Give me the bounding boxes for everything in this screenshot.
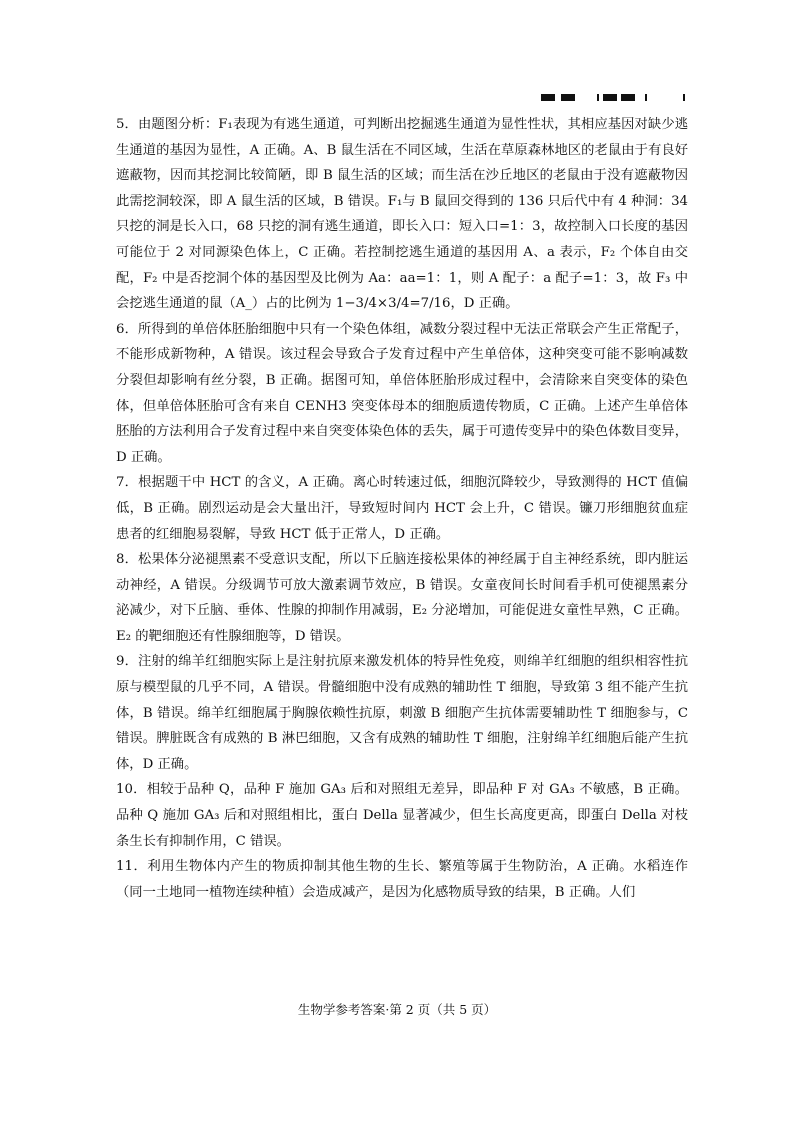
answer-content xyxy=(116,112,688,905)
item-number: 9． xyxy=(116,654,138,670)
item-text: 注射的绵羊红细胞实际上是注射抗原来激发机体的特异性免疫，则绵羊红细胞的组织相容性抗原与模型鼠的几乎不同，A 错误。骨髓细胞中没有成熟的辅助性 T 细胞，导致第 3 组不能产生抗体，B 错误。绵羊红细胞属于胸腺依赖性抗原，刺激 B 细胞产生抗体需要辅助性 T 细胞参与，C 错误。脾脏既含有成熟的 B 淋巴细胞，又含有成熟的辅助性 T 细胞，注射绵羊红细胞后能产生抗体，D 正确。 xyxy=(116,654,688,772)
item-text: 所得到的单倍体胚胎细胞中只有一个染色体组，减数分裂过程中无法正常联会产生正常配子，不能形成新物种，A 错误。该过程会导致合子发育过程中产生单倍体，这种突变可能不影响减数分裂但却影响有丝分裂，B 正确。据图可知，单倍体胚胎形成过程中，会清除来自突变体的染色体，但单倍体胚胎可含有来自 CENH3 突变体母本的细胞质遗传物质，C 正确。上述产生单倍体胚胎的方法利用合子发育过程中来自突变体染色体的丢失，属于可遗传变异中的染色体数目变异，D 正确。 xyxy=(116,321,688,465)
header-marks xyxy=(541,94,686,102)
item-number: 8． xyxy=(116,552,138,568)
answer-item xyxy=(116,317,688,471)
item-text: 由题图分析：F₁表现为有逃生通道，可判断出挖掘逃生通道为显性性状，其相应基因对缺少逃生通道的基因为显性，A 正确。A、B 鼠生活在不同区域，生活在草原森林地区的老鼠由于有良好遮蔽物，因而其挖洞比较简陋，即 B 鼠生活的区域；而生活在沙丘地区的老鼠由于没有遮蔽物因此需挖洞较深，即 A 鼠生活的区域，B 错误。F₁与 B 鼠回交得到的 136 只后代中有 4 种洞：34 只挖的洞是长入口，68 只挖的洞有逃生通道，即长入口：短入口=1：3，故控制入口长度的基因可能位于 2 对同源染色体上，C 正确。若控制挖逃生通道的基因用 A、a 表示，F₂ 个体自由交配，F₂ 中是否挖洞个体的基因型及比例为 Aa：aa=1：1，则 A 配子：a 配子=1：3，故 F₃ 中会挖逃生通道的鼠（A_）占的比例为 1−3/4×3/4=7/16，D 正确。 xyxy=(116,117,688,312)
item-number: 7． xyxy=(116,475,139,491)
answer-item xyxy=(116,854,688,905)
item-number: 6． xyxy=(116,321,138,337)
item-text: 松果体分泌褪黑素不受意识支配，所以下丘脑连接松果体的神经属于自主神经系统，即内脏运动神经，A 错误。分级调节可放大激素调节效应，B 错误。女童夜间长时间看手机可使褪黑素分泌减少，对下丘脑、垂体、性腺的抑制作用减弱，E₂ 分泌增加，可能促进女童性早熟，C 正确。E₂ 的靶细胞还有性腺细胞等，D 错误。 xyxy=(116,552,688,644)
answer-item xyxy=(116,112,688,317)
page-footer: 生物学参考答案·第 2 页（共 5 页） xyxy=(297,1002,497,1017)
item-number: 5． xyxy=(116,117,138,132)
item-number: 11． xyxy=(116,859,148,875)
answer-item xyxy=(116,470,688,547)
item-text: 相较于品种 Q，品种 F 施加 GA₃ 后和对照组无差异，即品种 F 对 GA₃ 不敏感，B 正确。品种 Q 施加 GA₃ 后和对照组相比，蛋白 Della 显著减少，但生长高度更高，即蛋白 Della 对枝条生长有抑制作用，C 错误。 xyxy=(116,782,688,849)
answer-item xyxy=(116,547,688,649)
item-text: 利用生物体内产生的物质抑制其他生物的生长、繁殖等属于生物防治，A 正确。水稻连作（同一土地同一植物连续种植）会造成减产，是因为化感物质导致的结果，B 正确。人们 xyxy=(116,859,689,900)
answer-item xyxy=(116,777,688,854)
item-number: 10． xyxy=(116,782,147,798)
item-text: 根据题干中 HCT 的含义，A 正确。离心时转速过低，细胞沉降较少，导致测得的 HCT 值偏低，B 正确。剧烈运动是会大量出汗，导致短时间内 HCT 会上升，C 错误。镰刀形细胞贫血症患者的红细胞易裂解，导致 HCT 低于正常人，D 正确。 xyxy=(116,475,689,542)
answer-item xyxy=(116,649,688,777)
